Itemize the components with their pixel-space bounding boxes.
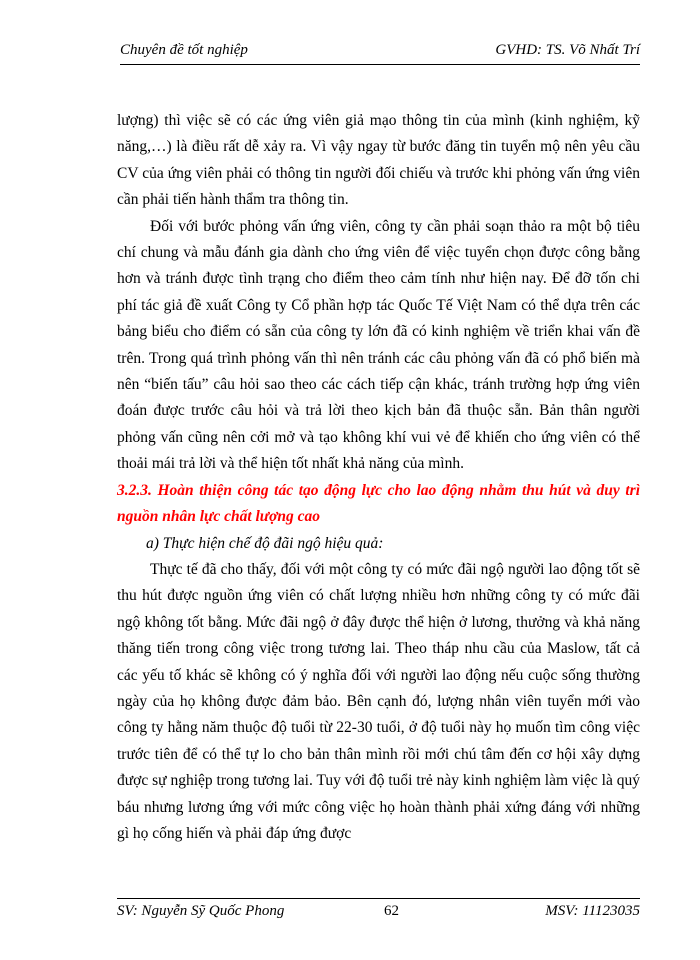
- section-heading: 3.2.3. Hoàn thiện công tác tạo động lực cho lao động nhằm thu hút và duy trì nguồn nhân lực chất lượng cao: [117, 481, 640, 526]
- header-title: Chuyên đề tốt nghiệp: [120, 42, 248, 58]
- paragraph-3: Thực tế đã cho thấy, đối với một công ty có mức đãi ngộ người lao động tốt sẽ thu hút được nguồn ứng viên có chất lượng nhiều hơn những công ty có mức đãi ngộ không tốt bằng. Mức đãi ngộ ở đây được thể hiện ở lương, thưởng và khả năng thăng tiến trong công việc trong tương lai. Theo tháp nhu cầu của Maslow, tất cả các yếu tố khác sẽ không có ý nghĩa đối với người lao động nếu cuộc sống thường ngày của họ không được đảm bảo. Bên cạnh đó, lượng nhân viên tuyển mới vào công ty hằng năm thuộc độ tuổi từ 22-30 tuổi, ở độ tuổi này họ muốn tìm công việc trước tiên để có thể tự lo cho bản thân mình rồi mới chú tâm đến cơ hội xây dựng được sự nghiệp trong tương lai. Tuy với độ tuổi trẻ này kinh nghiệm làm việc là quý báu nhưng lương ứng với mức công việc họ hoàn thành phải xứng đáng với những gì họ cống hiến và phải đáp ứng được: [117, 560, 640, 842]
- page-footer: [117, 898, 640, 923]
- footer-student: SV: Nguyễn Sỹ Quốc Phong: [117, 903, 285, 919]
- paragraph-1: lượng) thì việc sẽ có các ứng viên giả mạo thông tin của mình (kinh nghiệm, kỹ năng,…) là điều rất dễ xảy ra. Vì vậy ngay từ bước đăng tin tuyển mộ nên yêu cầu CV của ứng viên phải có thông tin người đối chiếu và trước khi phỏng vấn ứng viên cần phải tiến hành thẩm tra thông tin.: [117, 112, 640, 209]
- header-supervisor: GVHD: TS. Võ Nhất Trí: [495, 42, 640, 58]
- subsection-heading: a) Thực hiện chế độ đãi ngộ hiệu quả:: [146, 534, 384, 552]
- footer-student-id: MSV: 11123035: [545, 903, 640, 919]
- page-number: 62: [384, 903, 399, 919]
- page-header: [120, 40, 640, 65]
- page-body: [117, 108, 640, 847]
- paragraph-2: Đối với bước phỏng vấn ứng viên, công ty cần phải soạn thảo ra một bộ tiêu chí chung và mẫu đánh gia dành cho ứng viên để việc tuyển chọn được công bằng hơn và tránh được tình trạng cho điểm theo cảm tính như hiện nay. Để đỡ tốn chi phí tác giả đề xuất Công ty Cổ phần hợp tác Quốc Tế Việt Nam có thể dựa trên các bảng biểu cho điểm có sẵn của công ty lớn đã có kinh nghiệm về triển khai vấn đề trên. Trong quá trình phỏng vấn thì nên tránh các câu phỏng vấn đã có phổ biến mà nên “biến tấu” câu hỏi sao theo các cách tiếp cận khác, tránh trường hợp ứng viên đoán được trước câu hỏi và trả lời theo kịch bản đã thuộc sẵn. Bản thân người phỏng vấn cũng nên cởi mở và tạo không khí vui vẻ để khiến cho ứng viên có thể thoải mái trả lời và thể hiện tốt nhất khả năng của mình.: [117, 217, 640, 473]
